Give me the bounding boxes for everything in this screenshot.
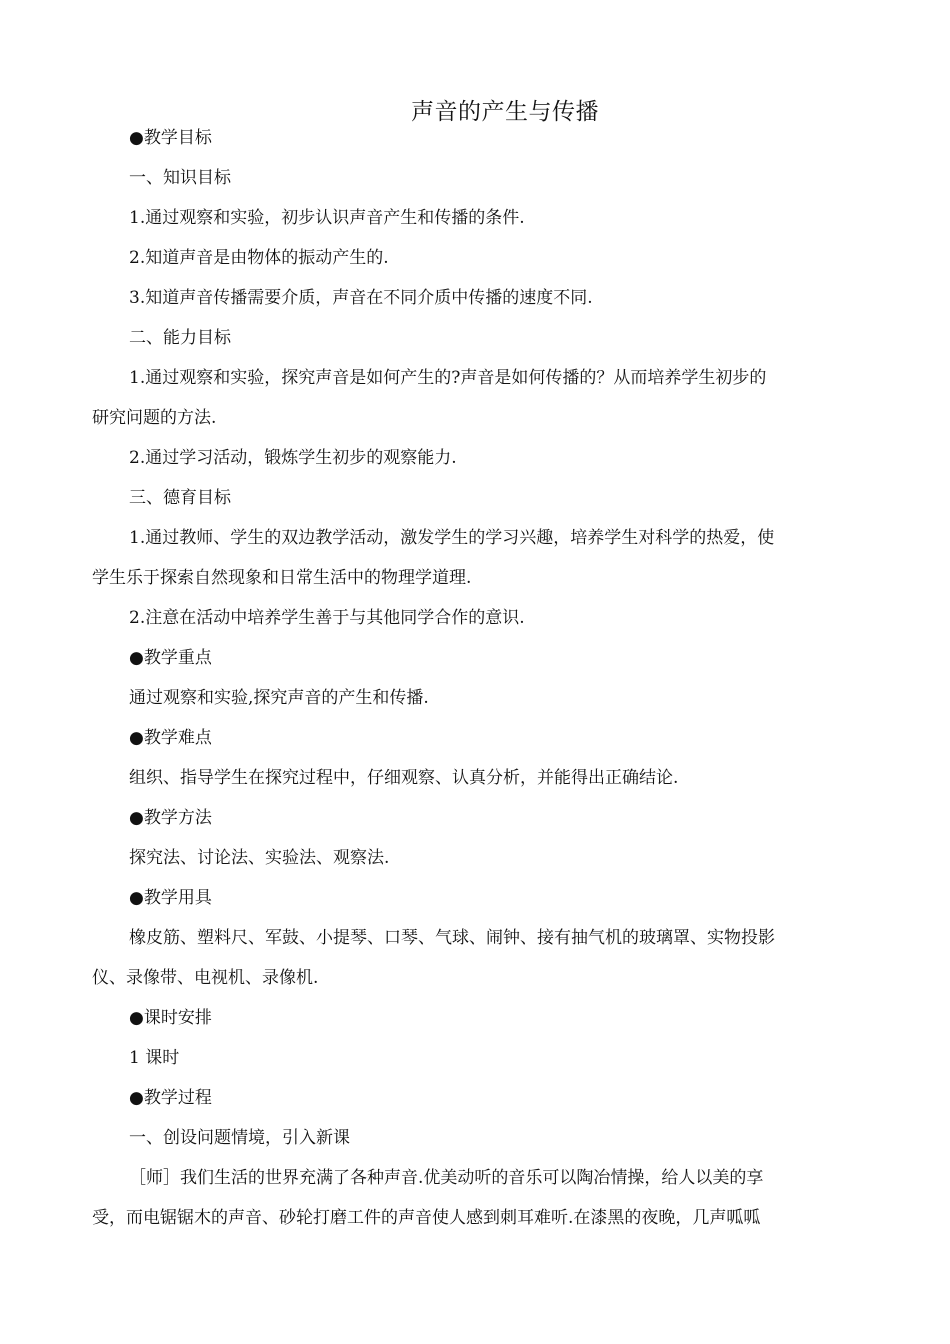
knowledge-item-3: 3.知道声音传播需要介质，声音在不同介质中传播的速度不同. bbox=[129, 288, 593, 308]
subheading-moral: 三、德育目标 bbox=[129, 488, 231, 508]
moral-item-2: 2.注意在活动中培养学生善于与其他同学合作的意识. bbox=[129, 608, 525, 628]
subheading-ability: 二、能力目标 bbox=[129, 328, 231, 348]
knowledge-item-1: 1.通过观察和实验，初步认识声音产生和传播的条件. bbox=[129, 208, 525, 228]
ability-item-1-line2: 研究问题的方法. bbox=[92, 408, 217, 428]
key-points-text: 通过观察和实验,探究声音的产生和传播. bbox=[129, 688, 429, 708]
section-heading-objectives: ●教学目标 bbox=[129, 128, 212, 148]
schedule-text: 1 课时 bbox=[129, 1048, 180, 1068]
tools-text-line2: 仪、录像带、电视机、录像机. bbox=[92, 968, 319, 988]
methods-text: 探究法、讨论法、实验法、观察法. bbox=[129, 848, 390, 868]
knowledge-item-2: 2.知道声音是由物体的振动产生的. bbox=[129, 248, 389, 268]
document-body bbox=[92, 118, 860, 1238]
process-step-1: 一、创设问题情境，引入新课 bbox=[129, 1128, 350, 1148]
process-teacher-line1: ［师］我们生活的世界充满了各种声音.优美动听的音乐可以陶冶情操，给人以美的享 bbox=[129, 1168, 764, 1188]
section-heading-tools: ●教学用具 bbox=[129, 888, 212, 908]
tools-text-line1: 橡皮筋、塑料尺、军鼓、小提琴、口琴、气球、闹钟、接有抽气机的玻璃罩、实物投影 bbox=[129, 928, 775, 948]
section-heading-schedule: ●课时安排 bbox=[129, 1008, 212, 1028]
ability-item-2: 2.通过学习活动，锻炼学生初步的观察能力. bbox=[129, 448, 457, 468]
document-title: 声音的产生与传播 bbox=[411, 99, 599, 125]
process-teacher-line2: 受，而电锯锯木的声音、砂轮打磨工件的声音使人感到刺耳难听.在漆黑的夜晚，几声呱呱 bbox=[92, 1208, 761, 1228]
subheading-knowledge: 一、知识目标 bbox=[129, 168, 231, 188]
moral-item-1-line1: 1.通过教师、学生的双边教学活动，激发学生的学习兴趣，培养学生对科学的热爱，使 bbox=[129, 528, 775, 548]
difficulties-text: 组织、指导学生在探究过程中，仔细观察、认真分析，并能得出正确结论. bbox=[129, 768, 679, 788]
ability-item-1-line1: 1.通过观察和实验，探究声音是如何产生的?声音是如何传播的？从而培养学生初步的 bbox=[129, 368, 767, 388]
moral-item-1-line2: 学生乐于探索自然现象和日常生活中的物理学道理. bbox=[92, 568, 472, 588]
section-heading-methods: ●教学方法 bbox=[129, 808, 212, 828]
section-heading-key-points: ●教学重点 bbox=[129, 648, 212, 668]
section-heading-process: ●教学过程 bbox=[129, 1088, 212, 1108]
section-heading-difficulties: ●教学难点 bbox=[129, 728, 212, 748]
